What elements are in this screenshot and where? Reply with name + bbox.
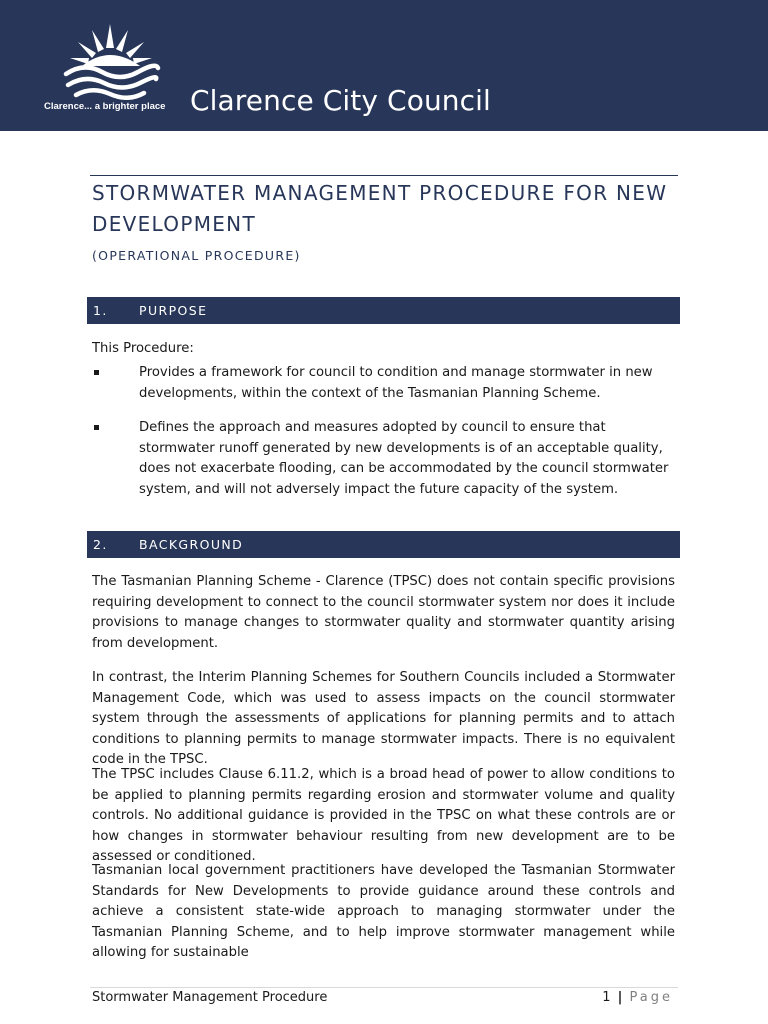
page-indicator: [602, 990, 673, 1005]
purpose-intro: This Procedure:: [92, 341, 194, 356]
section-title: PURPOSE: [139, 303, 208, 318]
title-rule: [90, 175, 678, 176]
background-paragraph: Tasmanian local government practitioners have developed the Tasmanian Stormwater Standards for New Developments to provide guidance around these controls and achieve a consistent state-wide approach to managing stormwater under the Tasmanian Planning Scheme, and to help improve stormwater management while allowing for sustainable: [92, 863, 675, 960]
section-number: 2.: [93, 537, 108, 552]
sun-over-waves-icon: [62, 22, 162, 100]
page-label: Page: [629, 990, 673, 1005]
section-heading-purpose: [87, 297, 680, 324]
footer-document-name: Stormwater Management Procedure: [92, 990, 328, 1005]
purpose-bullet: Defines the approach and measures adopted by council to ensure that stormwater runoff generated by new developments is of an acceptable quality, does not exacerbate flooding, can be accommodated by the council stormwater system, and will not adversely impact the future capacity of the system.: [139, 420, 669, 497]
footer-rule: [90, 987, 678, 988]
section-number: 1.: [93, 303, 108, 318]
bullet-icon: [94, 425, 99, 430]
council-logo: [44, 22, 174, 118]
background-paragraph: The Tasmanian Planning Scheme - Clarence (TPSC) does not contain specific provisions requiring development to connect to the council stormwater system nor does it include provisions to manage changes to stormwater quality and stormwater quantity arising from development.: [92, 574, 675, 651]
page-number: 1: [602, 990, 611, 1005]
section-heading-background: [87, 531, 680, 558]
bullet-icon: [94, 370, 99, 375]
background-paragraph: In contrast, the Interim Planning Schemes for Southern Councils included a Stormwater Management Code, which was used to assess impacts on the council stormwater system through the assessments of applications for planning permits and to attach conditions to planning permits to manage stormwater impacts. There is no equivalent code in the TPSC.: [92, 670, 675, 767]
purpose-bullet: Provides a framework for council to condition and manage stormwater in new developments, within the context of the Tasmanian Planning Scheme.: [139, 365, 653, 401]
page-separator: |: [617, 990, 623, 1005]
document-subtitle: (OPERATIONAL PROCEDURE): [92, 248, 301, 263]
section-title: BACKGROUND: [139, 537, 244, 552]
background-paragraph: The TPSC includes Clause 6.11.2, which is a broad head of power to allow conditions to be applied to planning permits regarding erosion and stormwater volume and quality controls. No additional guidance is provided in the TPSC on what these controls are or how changes in stormwater behaviour resulting from new development are to be assessed or conditioned.: [92, 767, 675, 864]
header-banner: [0, 0, 768, 131]
council-name: Clarence City Council: [190, 84, 491, 117]
council-tagline: Clarence... a brighter place: [44, 101, 166, 112]
document-title: STORMWATER MANAGEMENT PROCEDURE FOR NEW DEVELOPMENT: [92, 181, 668, 236]
